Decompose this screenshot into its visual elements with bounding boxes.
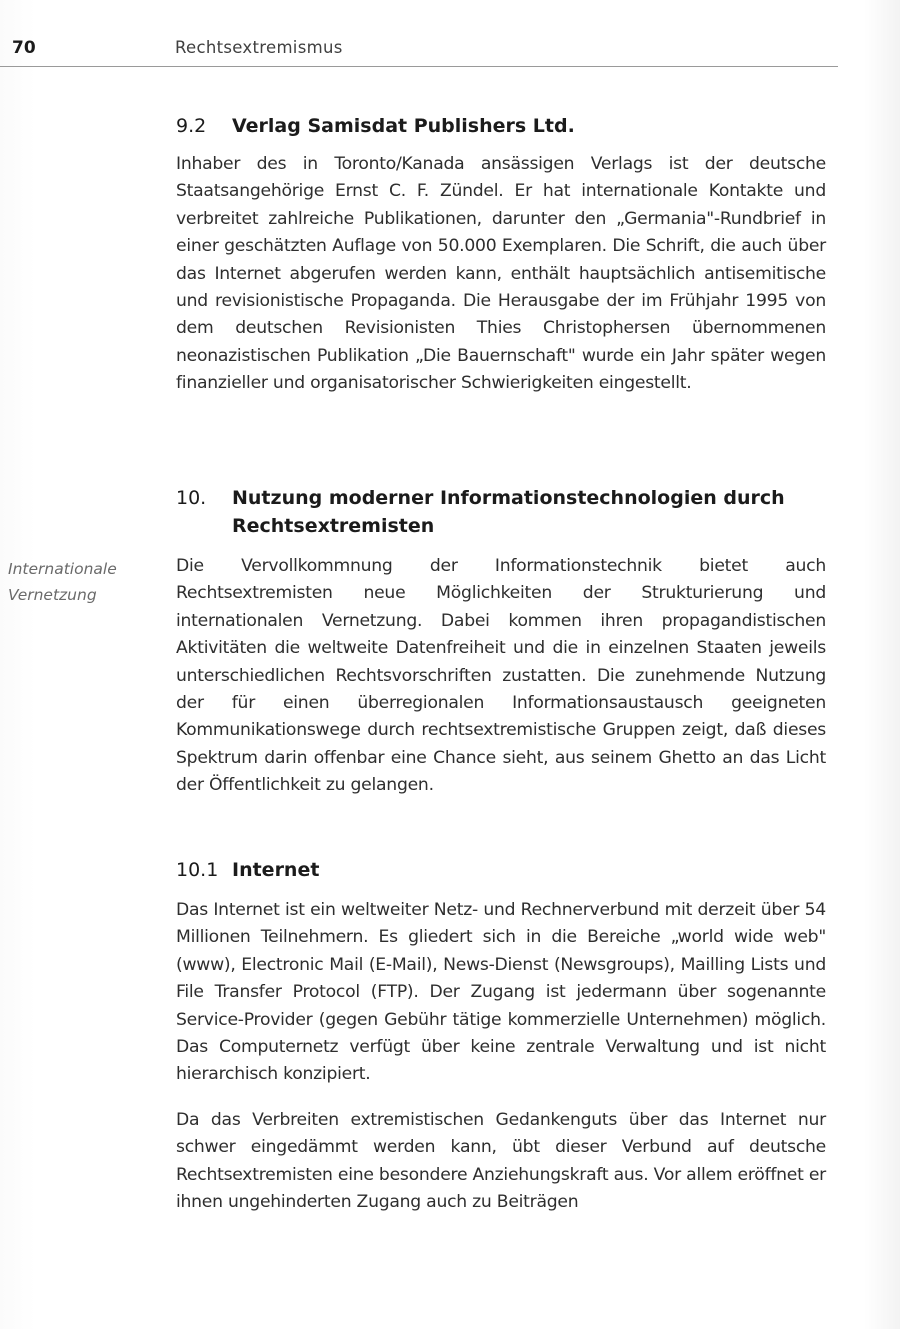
body-paragraph: Die Vervollkommnung der Informationstechnik bietet auch Rechtsextremisten neue Möglichkeiten der Strukturierung und internationalen Vernetzung. Dabei kommen ihren propagandistischen Aktivitäten die weltweite Datenfreiheit und die in einzelnen Staaten jeweils unterschiedlichen Rechtsvorschriften zustatten. Die zunehmende Nutzung der für einen überregionalen Informationsaustausch geeigneten Kommunikationswege durch rechtsextremistische Gruppen zeigt, daß dieses Spektrum darin offenbar eine Chance sieht, aus seinem Ghetto an das Licht der Öffentlichkeit zu gelangen. [176,556,826,796]
page-number: 70 [12,38,36,58]
running-title: Rechtsextremismus [175,38,343,57]
section-number: 10. [176,487,207,509]
section-number: 9.2 [176,115,207,137]
section-number: 10.1 [176,859,219,881]
section-heading [176,112,826,140]
section-heading [176,856,826,884]
section-title: Internet [232,859,320,881]
header-rule [0,66,838,67]
margin-note: Internationale Vernetzung [8,560,117,604]
section-title: Nutzung moderner Informationstechnologien durch Rechtsextremisten [232,487,785,537]
page-header [0,34,900,74]
section-heading [176,484,826,540]
section-10 [176,484,826,800]
body-paragraph: Das Internet ist ein weltweiter Netz- und Rechnerverbund mit derzeit über 54 Millionen Teilnehmern. Es gliedert sich in die Bereiche „world wide web" (www), Electronic Mail (E-Mail), News-Dienst (Newsgroups), Mailling Lists und File Transfer Protocol (FTP). Der Zugang ist jedermann über sogenannte Service-Provider (gegen Gebühr tätige kommerzielle Unternehmen) möglich. Das Computernetz verfügt über keine zentrale Verwaltung und ist nicht hierarchisch konzipiert. [176,900,826,1085]
section-10-1 [176,856,826,1216]
body-paragraph: Da das Verbreiten extremistischen Gedankenguts über das Internet nur schwer eingedämmt werden kann, übt dieser Verbund auf deutsche Rechtsextremisten eine besondere Anziehungskraft aus. Vor allem eröffnet er ihnen ungehinderten Zugang auch zu Beiträgen [176,1109,826,1213]
section-9-2 [176,112,826,398]
body-paragraph: Inhaber des in Toronto/Kanada ansässigen Verlags ist der deutsche Staatsangehörige Ernst C. F. Zündel. Er hat internationale Kontakte und verbreitet zahlreiche Publikationen, darunter den „Germania"-Rundbrief in einer geschätzten Auflage von 50.000 Exemplaren. Die Schrift, die auch über das Internet abgerufen werden kann, enthält hauptsächlich antisemitische und revisionistische Propaganda. Die Herausgabe der im Frühjahr 1995 von dem deutschen Revisionisten Thies Christophersen übernommenen neonazistischen Publikation „Die Bauernschaft" wurde ein Jahr später wegen finanzieller und organisatorischer Schwierigkeiten eingestellt. [176,154,826,394]
section-title: Verlag Samisdat Publishers Ltd. [232,115,575,137]
